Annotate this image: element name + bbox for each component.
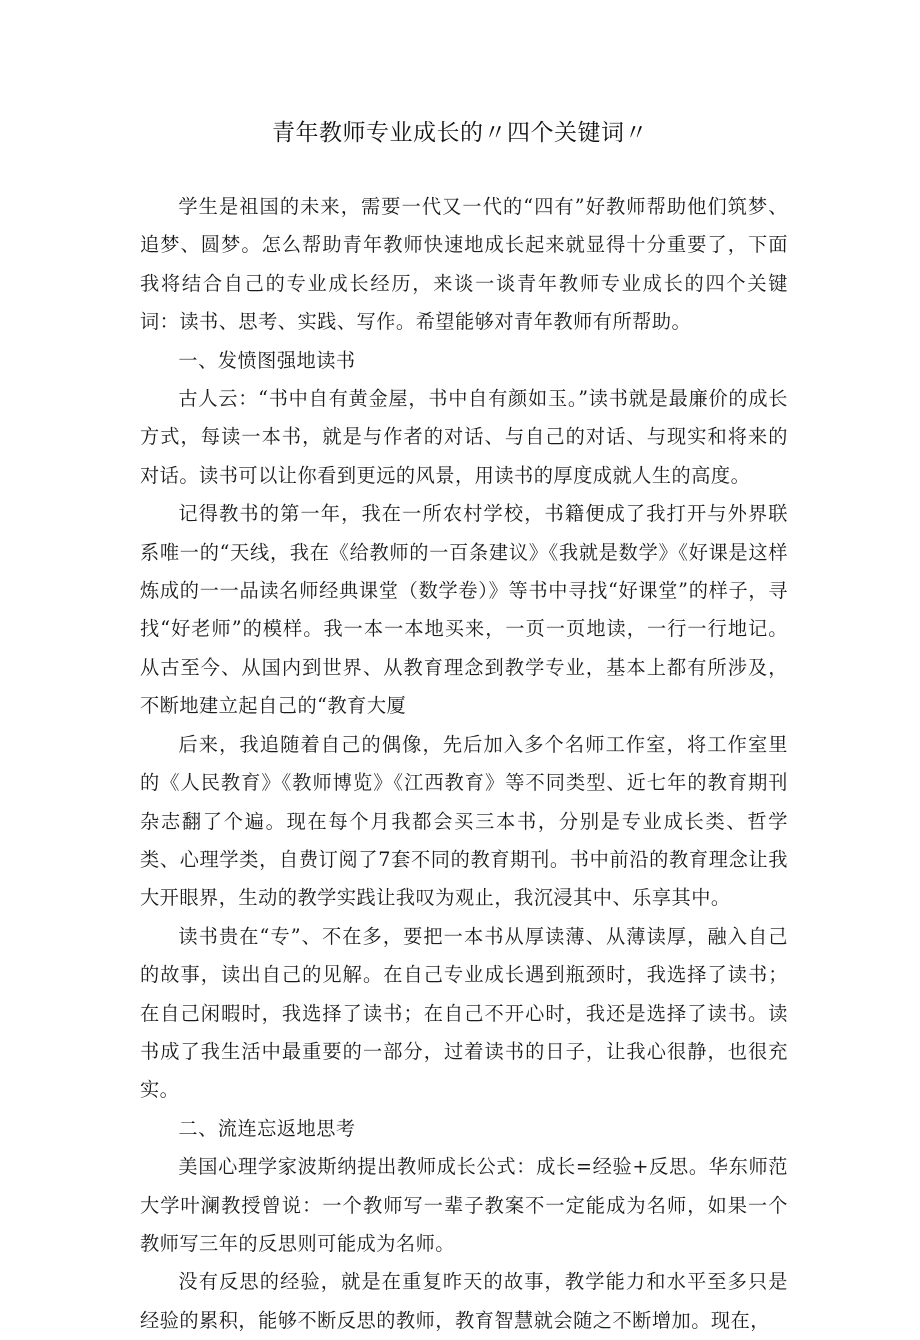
paragraph-first-year: 记得教书的第一年，我在一所农村学校，书籍便成了我打开与外界联系唯一的“天线，我在《给教师的一百条建议》《我就是数学》《好课是这样炼成的一一品读名师经典课堂（数学卷）》等书中寻找“好课堂”的样子，寻找“好老师”的模样。我一本一本地买来，一页一页地读，一行一行地记。从古至今、从国内到世界、从教育理念到教学专业，基本上都有所涉及，不断地建立起自己的“教育大厦 bbox=[140, 502, 788, 718]
document-title: 青年教师专业成长的〃四个关键词〃 bbox=[272, 120, 648, 146]
paragraph-studio: 后来，我追随着自己的偶像，先后加入多个名师工作室，将工作室里的《人民教育》《教师博览》《江西教育》等不同类型、近七年的教育期刊杂志翻了个遍。现在每个月我都会买三本书，分别是专业成长类、哲学类、心理学类，自费订阅了7套不同的教育期刊。书中前沿的教育理念让我大开眼界，生动的教学实践让我叹为观止，我沉浸其中、乐享其中。 bbox=[140, 732, 788, 910]
paragraph-reading-focus: 读书贵在“专”、不在多，要把一本书从厚读薄、从薄读厚，融入自己的故事，读出自己的见解。在自己专业成长遇到瓶颈时，我选择了读书；在自己闲暇时，我选择了读书；在自己不开心时，我还是选择了读书。读书成了我生活中最重要的一部分，过着读书的日子，让我心很静，也很充实。 bbox=[140, 924, 788, 1102]
document-body bbox=[140, 188, 788, 1340]
paragraph-intro: 学生是祖国的未来，需要一代又一代的“四有”好教师帮助他们筑梦、追梦、圆梦。怎么帮助青年教师快速地成长起来就显得十分重要了，下面我将结合自己的专业成长经历，来谈一谈青年教师专业成长的四个关键词：读书、思考、实践、写作。希望能够对青年教师有所帮助。 bbox=[140, 195, 788, 334]
section-heading-reading: 一、发愤图强地读书 bbox=[178, 348, 356, 372]
paragraph-reflection: 没有反思的经验，就是在重复昨天的故事，教学能力和水平至多只是经验的累积，能够不断反思的教师，教育智慧就会随之不断增加。现在， bbox=[140, 1270, 788, 1332]
paragraph-growth-formula: 美国心理学家波斯纳提出教师成长公式：成长=经验+反思。华东师范大学叶澜教授曾说：一个教师写一辈子教案不一定能成为名师，如果一个教师写三年的反思则可能成为名师。 bbox=[140, 1155, 788, 1255]
paragraph-reading-quote: 古人云：“书中自有黄金屋，书中自有颜如玉。”读书就是最廉价的成长方式，每读一本书，就是与作者的对话、与自己的对话、与现实和将来的对话。读书可以让你看到更远的风景，用读书的厚度成就人生的高度。 bbox=[140, 387, 788, 487]
section-heading-thinking: 二、流连忘返地思考 bbox=[178, 1116, 356, 1140]
